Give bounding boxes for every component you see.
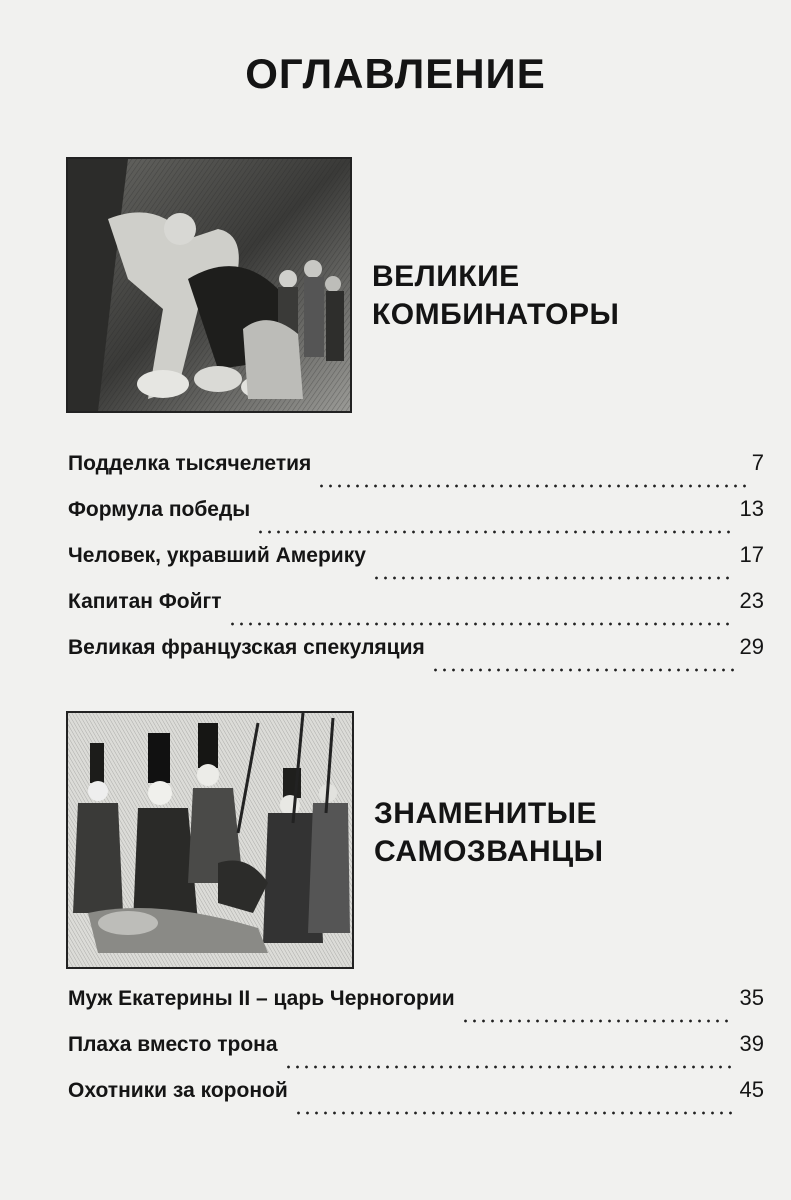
section-heading-line: САМОЗВАНЦЫ [374,835,604,868]
toc-list [68,450,764,680]
section-heading-line: ВЕЛИКИЕ [372,260,520,293]
toc-entry-title: Великая французская спекуляция [68,636,425,659]
leader-dots [372,576,734,580]
leader-dots [228,622,734,626]
toc-entry[interactable] [68,496,764,542]
toc-entry-title: Охотники за короной [68,1079,288,1102]
show-through-text [535,120,540,141]
toc-entry-page: 35 [739,985,764,1010]
toc-list [68,985,764,1123]
toc-entry-title: Плаха вместо трона [68,1033,278,1056]
toc-entry-title: Формула победы [68,498,251,521]
section-heading-line: КОМБИНАТОРЫ [372,298,620,331]
toc-entry-title: Капитан Фойгт [68,590,222,613]
toc-entry[interactable] [68,542,764,588]
toc-entry-title: Подделка тысячелетия [68,452,312,475]
toc-entry[interactable] [68,588,764,634]
leader-dots [317,484,745,488]
section-heading-line: ЗНАМЕНИТЫЕ [374,797,598,830]
toc-entry-page: 39 [739,1031,764,1056]
toc-entry-page: 13 [739,496,764,521]
section-heading [374,795,604,871]
toc-entry[interactable] [68,1077,764,1123]
toc-entry-title: Человек, укравший Америку [68,544,366,567]
leader-dots [294,1111,734,1115]
toc-entry-title: Муж Екатерины II – царь Черногории [68,987,455,1010]
leader-dots [284,1065,734,1069]
leader-dots [256,530,733,534]
engraving-crowd-execution-icon [66,711,354,969]
page-title: ОГЛАВЛЕНИЕ [245,50,546,97]
toc-entry[interactable] [68,450,764,496]
toc-entry-page: 29 [739,634,764,659]
engraving-giant-with-sheep-icon [66,157,352,413]
section-heading [372,258,619,334]
leader-dots [431,668,734,672]
toc-entry[interactable] [68,1031,764,1077]
toc-entry-page: 7 [751,450,764,475]
leader-dots [461,1019,734,1023]
toc-entry-page: 45 [739,1077,764,1102]
toc-entry-page: 17 [739,542,764,567]
toc-entry-page: 23 [739,588,764,613]
toc-entry[interactable] [68,634,764,680]
toc-entry[interactable] [68,985,764,1031]
